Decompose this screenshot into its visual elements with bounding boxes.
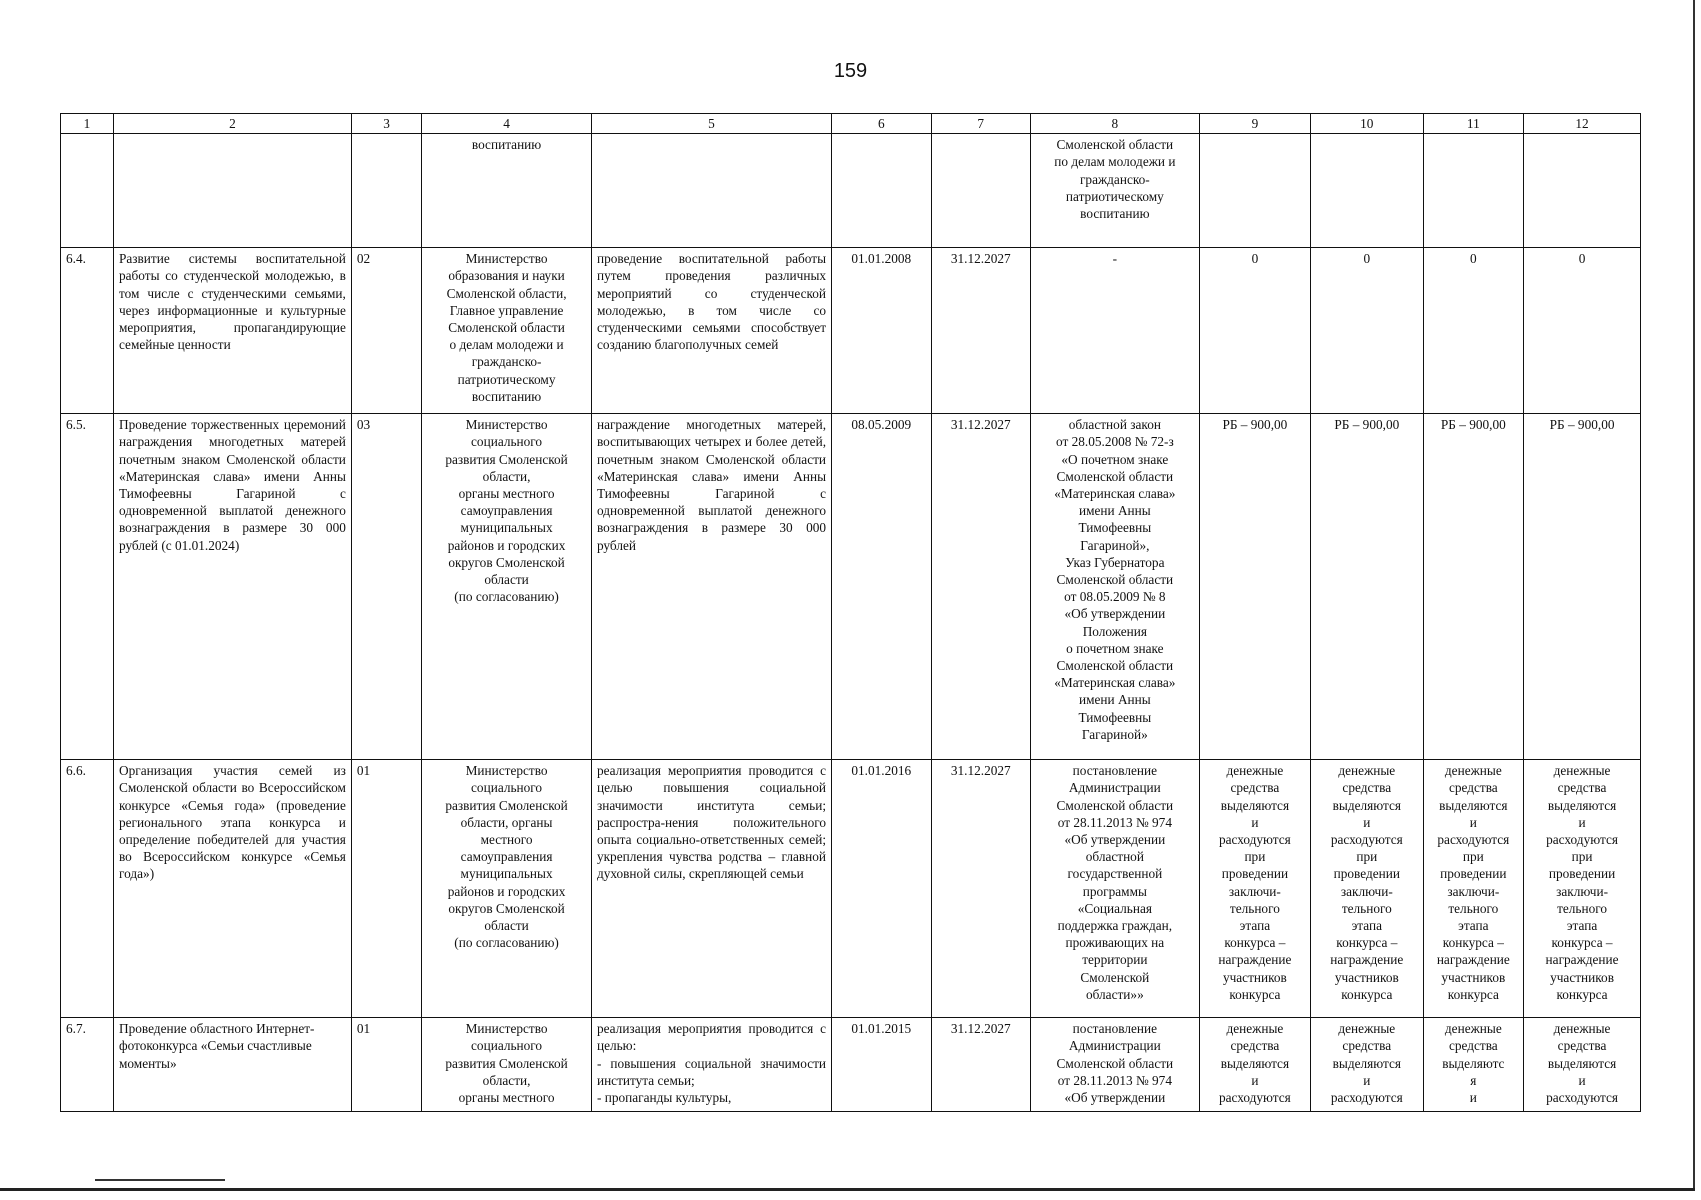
cell-funding-col-12: РБ – 900,00: [1524, 414, 1641, 760]
cell-end-date: 31.12.2027: [931, 414, 1030, 760]
cell-item-number: 6.5.: [61, 414, 114, 760]
cell-legal-basis: областной закон от 28.05.2008 № 72-з «О почетном знаке Смоленской области «Материнская слава» имени Анны Тимофеевны Гагариной», Указ Губернатора Смоленской области от 08.05.2009 № 8 «Об утверждении Положения о почетном знаке Смоленской области «Материнская слава» имени Анны Тимофеевны Гагариной»: [1031, 414, 1200, 760]
cell-funding-col-12: 0: [1524, 248, 1641, 414]
cell-legal-basis: постановление Администрации Смоленской области от 28.11.2013 № 974 «Об утверждении областной государственной программы «Социальная поддержка граждан, проживающих на территории Смоленской области»»: [1031, 760, 1200, 1018]
cell-end-date: 31.12.2027: [931, 760, 1030, 1018]
cell-funding-col-10: 0: [1311, 248, 1423, 414]
cell-legal-basis: Смоленской области по делам молодежи и гражданско- патриотическому воспитанию: [1031, 134, 1200, 248]
cell-activity-name: [113, 134, 351, 248]
cell-end-date: 31.12.2027: [931, 1018, 1030, 1112]
cell-funding-col-9: денежные средства выделяются и расходуются при проведении заключи- тельного этапа конкурса – награждение участников конкурса: [1199, 760, 1310, 1018]
column-number: 1: [61, 114, 114, 134]
column-number: 8: [1031, 114, 1200, 134]
table-row-continuation: [61, 134, 1641, 248]
cell-code: [351, 134, 421, 248]
cell-funding-col-10: денежные средства выделяются и расходуются при проведении заключи- тельного этапа конкурса – награждение участников конкурса: [1311, 760, 1423, 1018]
cell-description: [591, 134, 831, 248]
scan-mark: [95, 1179, 225, 1181]
table-row-6-4: [61, 248, 1641, 414]
cell-description: реализация мероприятия проводится с целью: - повышения социальной значимости института семьи; - пропаганды культуры,: [591, 1018, 831, 1112]
column-number: 11: [1423, 114, 1524, 134]
cell-end-date: 31.12.2027: [931, 248, 1030, 414]
column-number: 5: [591, 114, 831, 134]
cell-code: 02: [351, 248, 421, 414]
cell-code: 01: [351, 1018, 421, 1112]
column-number: 2: [113, 114, 351, 134]
program-table: [60, 113, 1641, 1112]
scan-bottom-edge: [0, 1188, 1695, 1191]
cell-description: реализация мероприятия проводится с целью повышения социальной значимости института семьи; распростра-нения положительного опыта социально-ответственных семей; укрепления чувства родства – главной духовной силы, скрепляющей семьи: [591, 760, 831, 1018]
page-number: 159: [833, 60, 868, 82]
table-row-6-6: [61, 760, 1641, 1018]
column-number: 6: [832, 114, 931, 134]
cell-executor: Министерство социального развития Смоленской области, органы местного самоуправления муниципальных районов и городских округов Смоленской области (по согласованию): [422, 414, 592, 760]
cell-start-date: 01.01.2016: [832, 760, 931, 1018]
cell-executor: воспитанию: [422, 134, 592, 248]
column-number: 3: [351, 114, 421, 134]
cell-activity-name: Проведение торжественных церемоний награждения многодетных матерей почетным знаком Смоленской области «Материнская слава» имени Анны Тимофеевны Гагариной с одновременной выплатой денежного вознаграждения в размере 30 000 рублей (с 01.01.2024): [113, 414, 351, 760]
column-number: 10: [1311, 114, 1423, 134]
column-number-row: [61, 114, 1641, 134]
cell-start-date: 01.01.2015: [832, 1018, 931, 1112]
cell-funding-col-11: [1423, 134, 1524, 248]
cell-start-date: [832, 134, 931, 248]
cell-activity-name: Развитие системы воспитательной работы со студенческой молодежью, в том числе с студенческими семьями, через информационные и культурные мероприятия, пропагандирующие семейные ценности: [113, 248, 351, 414]
cell-funding-col-11: денежные средства выделяютс я и: [1423, 1018, 1524, 1112]
cell-code: 03: [351, 414, 421, 760]
table-row-6-7: [61, 1018, 1641, 1112]
cell-funding-col-11: 0: [1423, 248, 1524, 414]
cell-start-date: 01.01.2008: [832, 248, 931, 414]
cell-end-date: [931, 134, 1030, 248]
cell-code: 01: [351, 760, 421, 1018]
cell-activity-name: Проведение областного Интернет-фотоконкурса «Семьи счастливые моменты»: [113, 1018, 351, 1112]
cell-executor: Министерство образования и науки Смоленской области, Главное управление Смоленской области о делам молодежи и гражданско- патриотическому воспитанию: [422, 248, 592, 414]
cell-executor: Министерство социального развития Смоленской области, органы местного самоуправления муниципальных районов и городских округов Смоленской области (по согласованию): [422, 760, 592, 1018]
cell-funding-col-9: РБ – 900,00: [1199, 414, 1310, 760]
cell-funding-col-11: РБ – 900,00: [1423, 414, 1524, 760]
table-row-6-5: [61, 414, 1641, 760]
cell-activity-name: Организация участия семей из Смоленской области во Всероссийском конкурсе «Семья года» (проведение регионального этапа конкурса и определение победителей для участия во Всероссийском конкурсе «Семья года»): [113, 760, 351, 1018]
cell-description: проведение воспитательной работы путем проведения различных мероприятий со студенческой молодежью, в том числе со студенческими семьями способствует созданию благополучных семей: [591, 248, 831, 414]
cell-item-number: 6.6.: [61, 760, 114, 1018]
cell-legal-basis: -: [1031, 248, 1200, 414]
cell-item-number: 6.7.: [61, 1018, 114, 1112]
cell-executor: Министерство социального развития Смоленской области, органы местного: [422, 1018, 592, 1112]
column-number: 9: [1199, 114, 1310, 134]
cell-item-number: [61, 134, 114, 248]
cell-funding-col-9: денежные средства выделяются и расходуются: [1199, 1018, 1310, 1112]
cell-start-date: 08.05.2009: [832, 414, 931, 760]
cell-funding-col-11: денежные средства выделяются и расходуются при проведении заключи- тельного этапа конкурса – награждение участников конкурса: [1423, 760, 1524, 1018]
cell-funding-col-10: денежные средства выделяются и расходуются: [1311, 1018, 1423, 1112]
cell-funding-col-12: [1524, 134, 1641, 248]
cell-funding-col-12: денежные средства выделяются и расходуются: [1524, 1018, 1641, 1112]
cell-funding-col-12: денежные средства выделяются и расходуются при проведении заключи- тельного этапа конкурса – награждение участников конкурса: [1524, 760, 1641, 1018]
column-number: 7: [931, 114, 1030, 134]
column-number: 12: [1524, 114, 1641, 134]
cell-legal-basis: постановление Администрации Смоленской области от 28.11.2013 № 974 «Об утверждении: [1031, 1018, 1200, 1112]
cell-funding-col-9: 0: [1199, 248, 1310, 414]
cell-description: награждение многодетных матерей, воспитывающих четырех и более детей, почетным знаком Смоленской области «Материнская слава» имени Анны Тимофеевны Гагариной с одновременной выплатой денежного вознаграждения в размере 30 000 рублей: [591, 414, 831, 760]
cell-funding-col-10: [1311, 134, 1423, 248]
cell-funding-col-10: РБ – 900,00: [1311, 414, 1423, 760]
cell-item-number: 6.4.: [61, 248, 114, 414]
column-number: 4: [422, 114, 592, 134]
scan-right-edge: [1693, 0, 1695, 1190]
cell-funding-col-9: [1199, 134, 1310, 248]
